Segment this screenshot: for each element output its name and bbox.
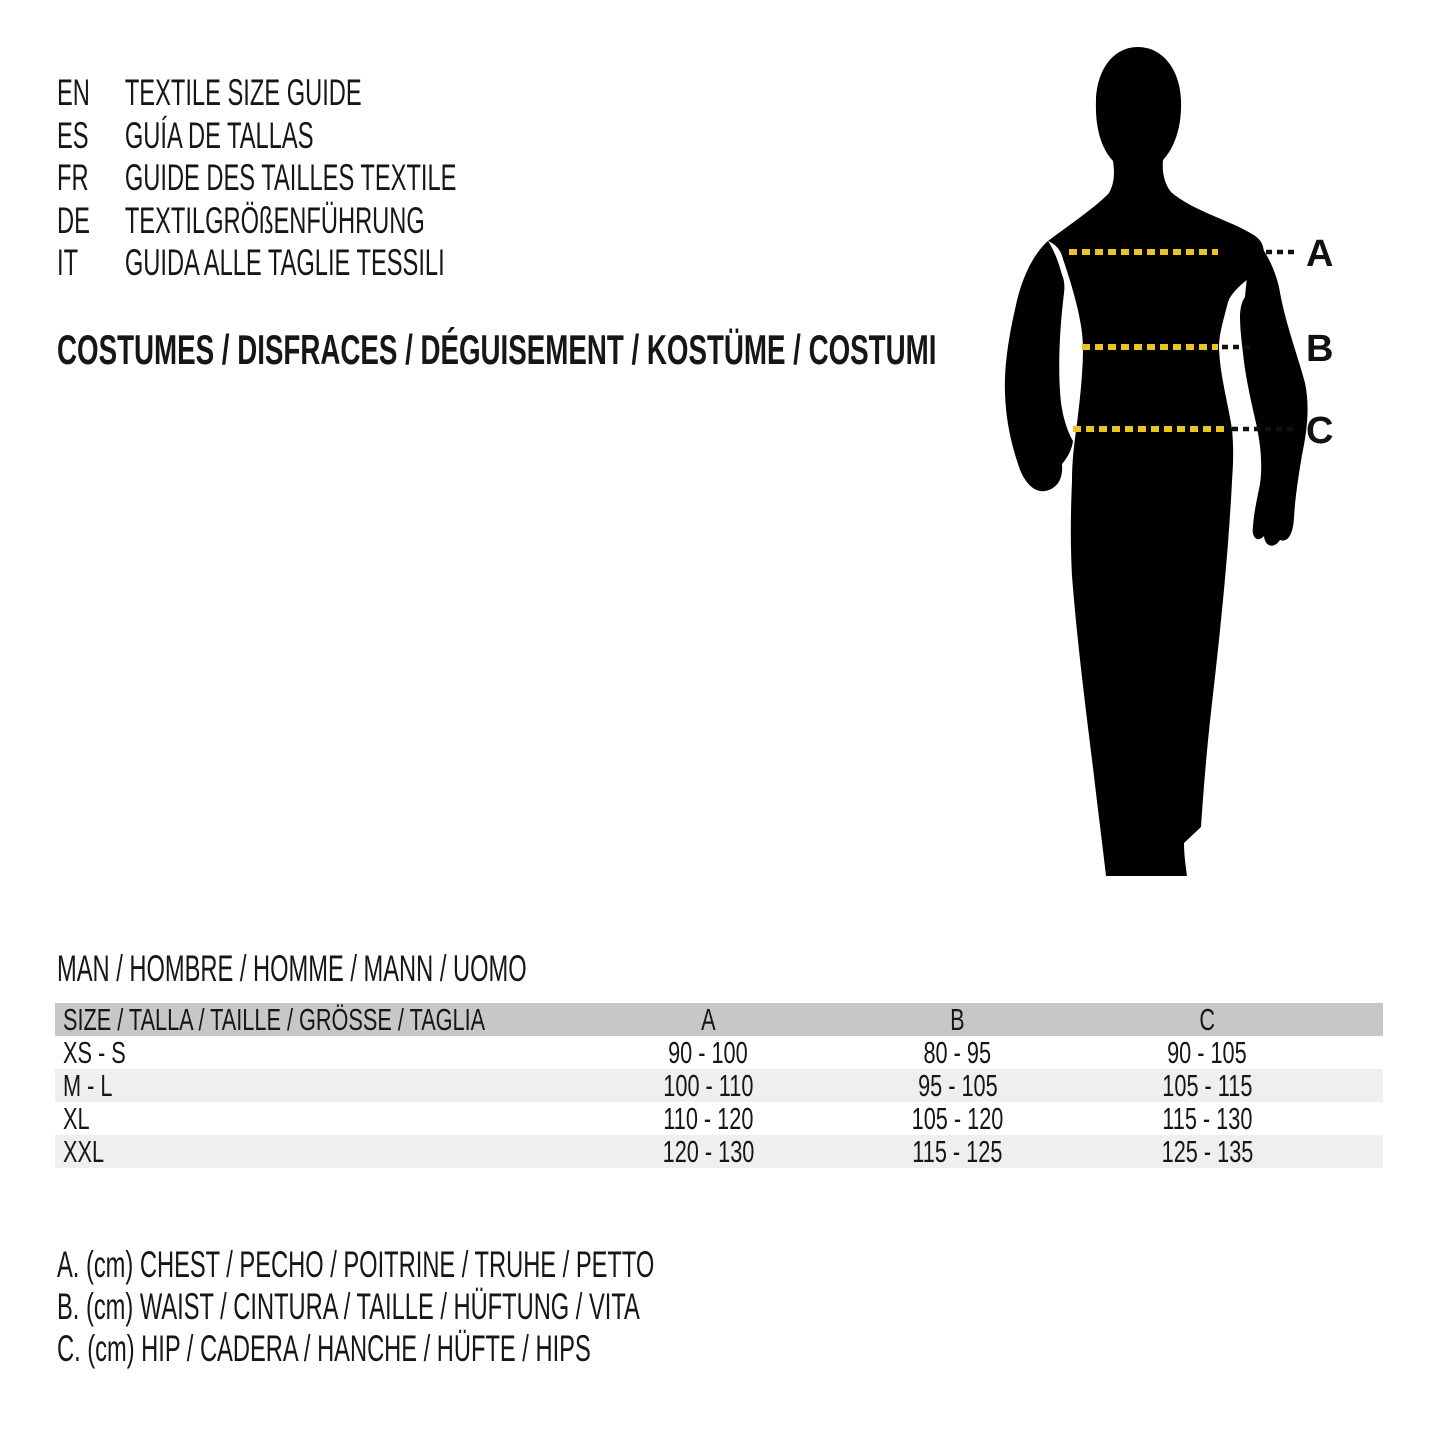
table-row — [55, 1102, 1383, 1135]
language-title: GUÍA DE TALLAS — [124, 114, 314, 156]
cell-a: 120 - 130 — [662, 1134, 754, 1169]
language-code: EN — [57, 72, 90, 113]
man-silhouette-icon — [960, 30, 1440, 890]
size-table — [55, 1003, 1383, 1168]
language-row — [57, 200, 456, 243]
measure-label-b: B — [1306, 328, 1334, 370]
cell-c: 90 - 105 — [1167, 1035, 1247, 1070]
size-table-header-c: C — [1199, 1002, 1215, 1037]
silhouette-body — [1048, 47, 1264, 876]
cell-size: M - L — [63, 1068, 113, 1103]
cell-a: 110 - 120 — [662, 1101, 754, 1136]
cell-a: 100 - 110 — [662, 1068, 754, 1103]
measure-label-c: C — [1306, 410, 1334, 452]
cell-spacer — [1329, 1135, 1383, 1168]
silhouette-left-arm — [1005, 241, 1073, 491]
cell-b: 115 - 125 — [912, 1134, 1003, 1169]
cell-spacer — [1329, 1036, 1383, 1069]
language-code: ES — [57, 114, 89, 156]
language-row — [57, 72, 456, 115]
language-title: GUIDA ALLE TAGLIE TESSILI — [124, 242, 445, 283]
size-table-header-a: A — [700, 1002, 716, 1037]
footnote-waist: B. (cm) WAIST / CINTURA / TAILLE / HÜFTUNG / VITA — [57, 1286, 640, 1327]
table-row — [55, 1135, 1383, 1168]
cell-b: 95 - 105 — [917, 1068, 998, 1103]
language-row — [57, 242, 456, 285]
measurement-figure — [960, 30, 1440, 890]
language-title: TEXTILE SIZE GUIDE — [124, 72, 362, 113]
cell-a: 90 - 100 — [668, 1035, 748, 1070]
size-table-header-b: B — [950, 1002, 965, 1037]
language-code: FR — [57, 157, 89, 198]
category-title: COSTUMES / DISFRACES / DÉGUISEMENT / KOSTÜME / COSTUMI — [57, 326, 937, 373]
footnote-hip: C. (cm) HIP / CADERA / HANCHE / HÜFTE / HIPS — [57, 1328, 591, 1369]
language-title: GUIDE DES TAILLES TEXTILE — [124, 157, 457, 198]
footnote-chest: A. (cm) CHEST / PECHO / POITRINE / TRUHE / PETTO — [57, 1244, 655, 1285]
measure-label-a: A — [1306, 233, 1334, 275]
size-table-header-size: SIZE / TALLA / TAILLE / GRÖSSE / TAGLIA — [63, 1002, 486, 1037]
language-title-list — [57, 72, 681, 285]
language-code: IT — [57, 242, 79, 283]
language-row — [57, 157, 456, 200]
table-row — [55, 1036, 1383, 1069]
cell-size: XS - S — [63, 1035, 126, 1070]
silhouette-right-arm — [1240, 234, 1308, 546]
measure-footnotes — [57, 1244, 990, 1370]
language-title: TEXTILGRÖßENFÜHRUNG — [124, 199, 425, 241]
cell-b: 80 - 95 — [923, 1035, 992, 1070]
cell-c: 125 - 135 — [1161, 1134, 1253, 1169]
cell-spacer — [1329, 1069, 1383, 1102]
size-table-header-row — [55, 1003, 1383, 1036]
cell-spacer — [1329, 1102, 1383, 1135]
section-title-man: MAN / HOMBRE / HOMME / MANN / UOMO — [57, 948, 527, 989]
language-row — [57, 115, 456, 158]
language-code: DE — [57, 199, 90, 241]
cell-c: 105 - 115 — [1161, 1068, 1253, 1103]
cell-size: XXL — [63, 1134, 105, 1169]
table-row — [55, 1069, 1383, 1102]
cell-c: 115 - 130 — [1161, 1101, 1253, 1136]
cell-b: 105 - 120 — [911, 1101, 1004, 1136]
cell-size: XL — [63, 1101, 90, 1136]
size-table-header-spacer — [1329, 1003, 1383, 1036]
